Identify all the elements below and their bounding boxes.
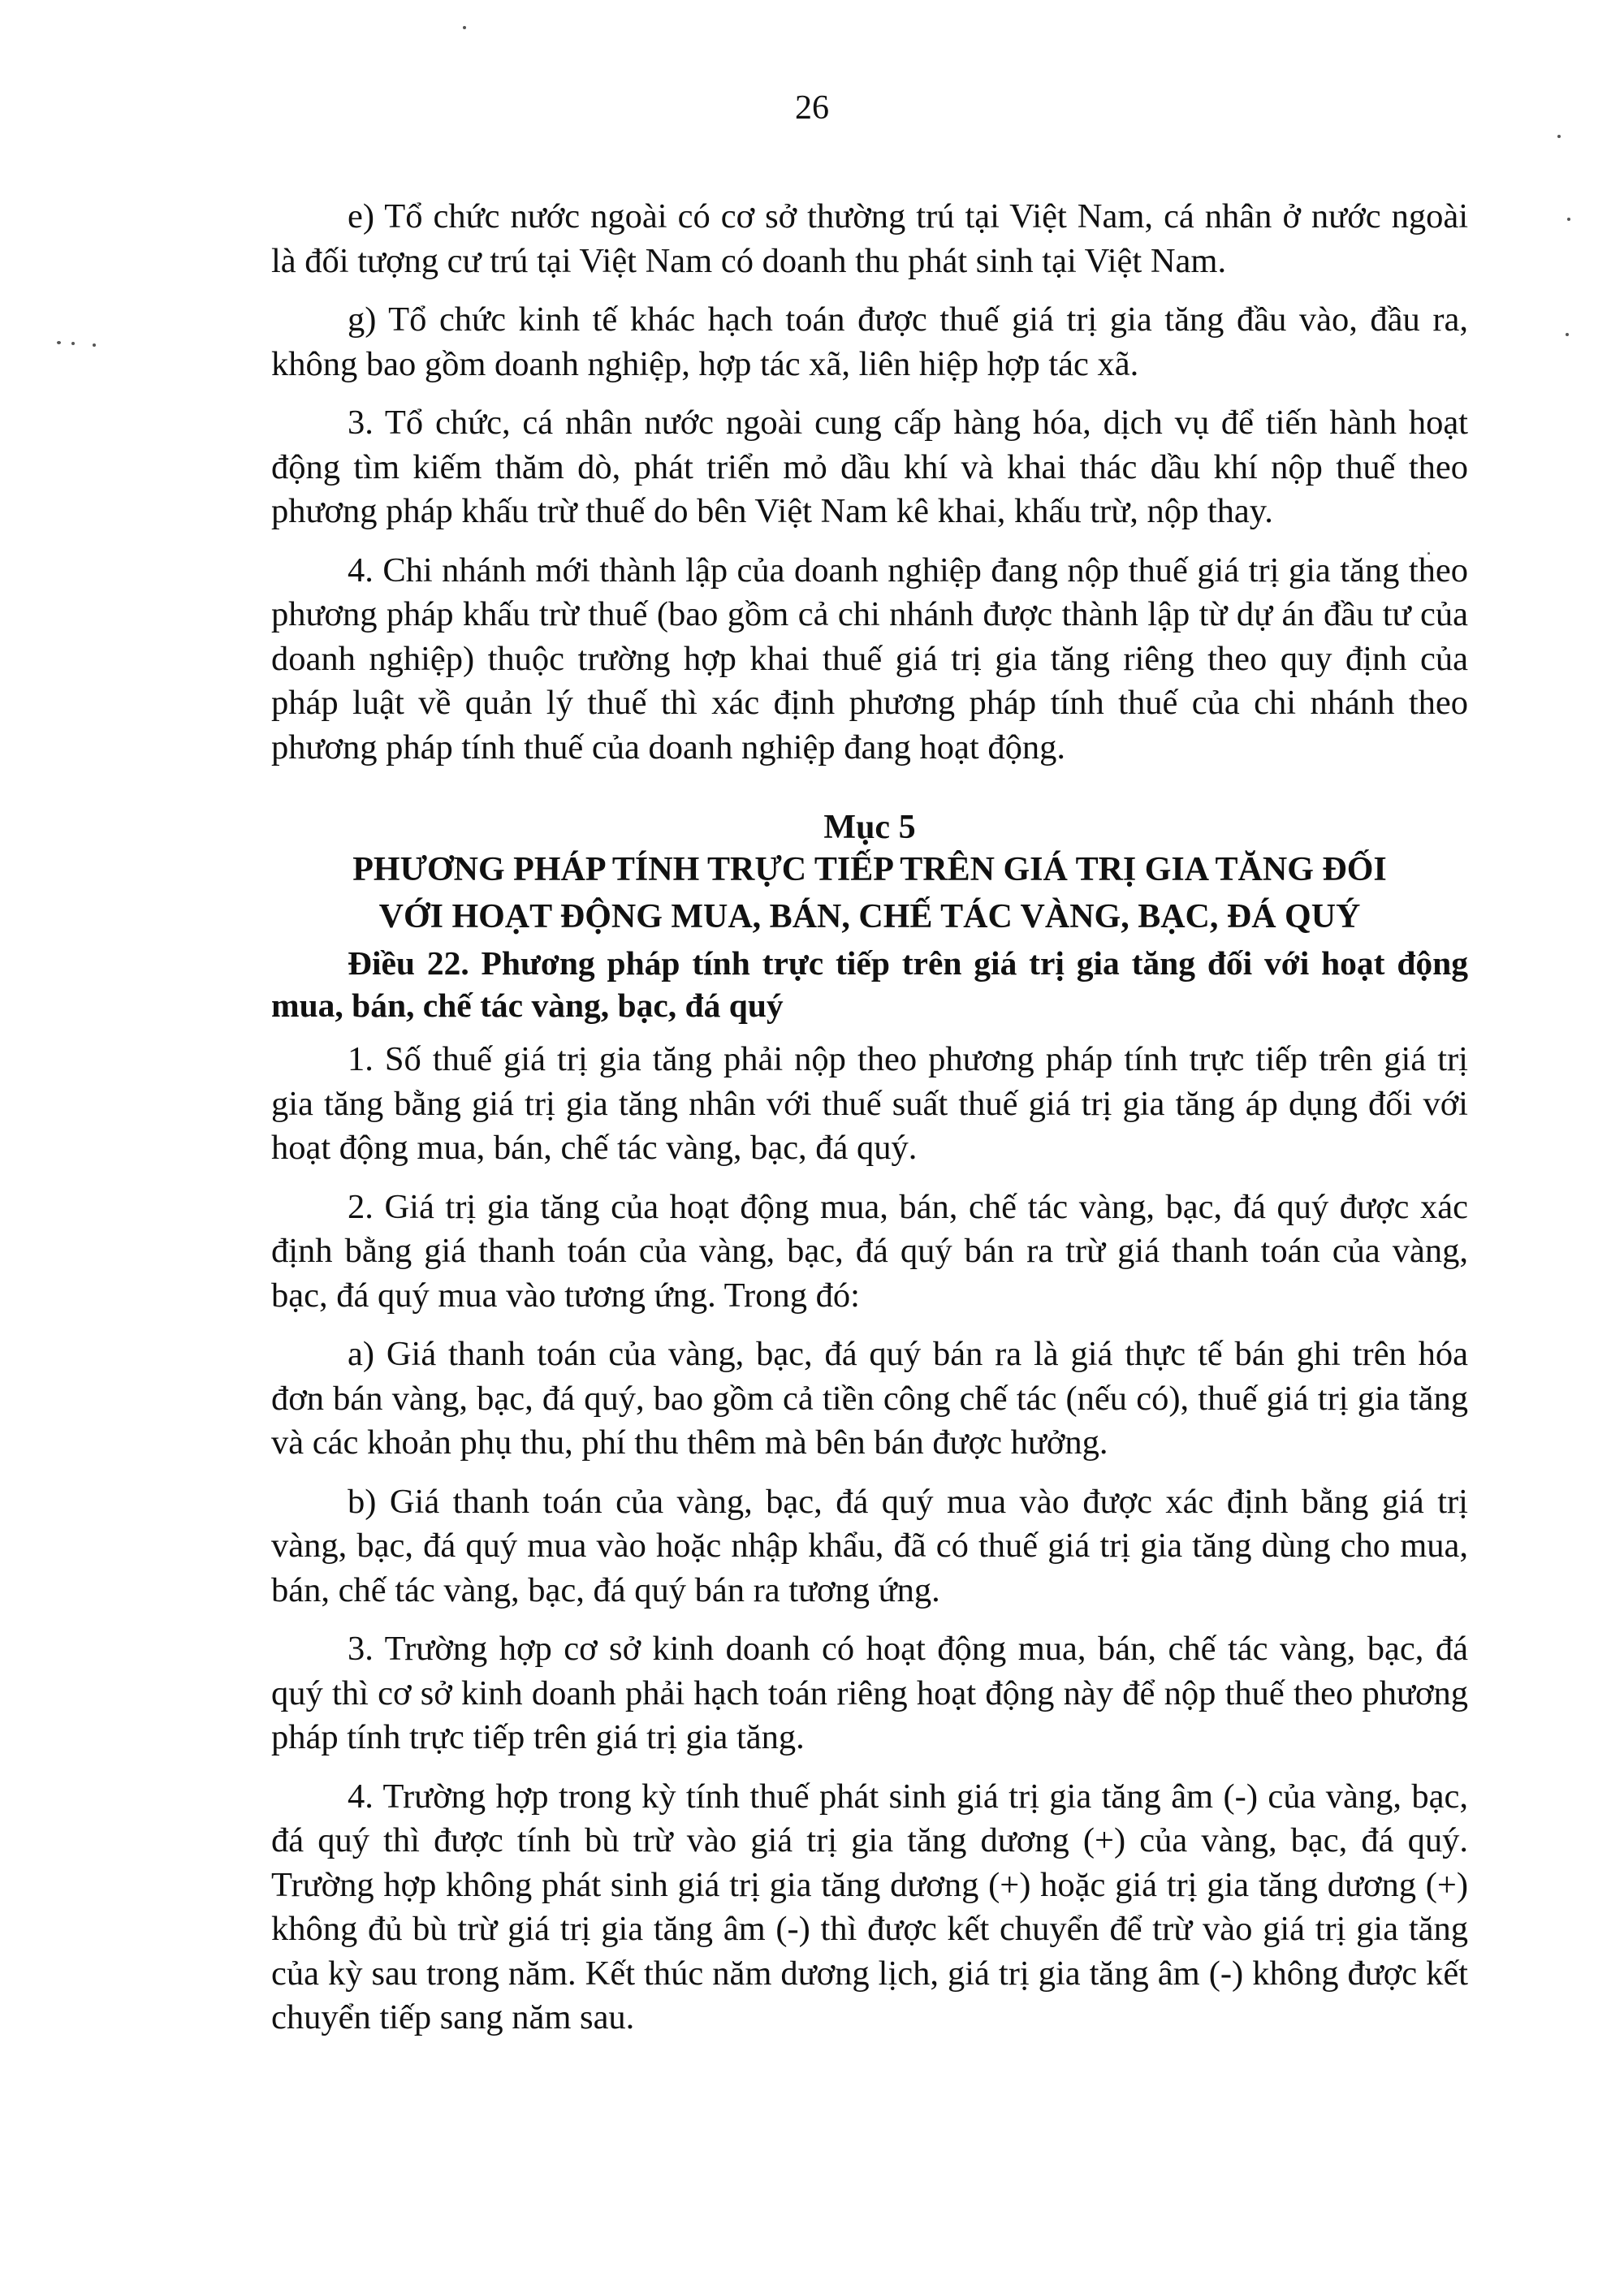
page-number: 26 — [795, 89, 829, 127]
scan-speck — [93, 343, 96, 347]
paragraph: 4. Trường hợp trong kỳ tính thuế phát sinh giá trị gia tăng âm (-) của vàng, bạc, đá quý thì được tính bù trừ vào giá trị gia tăng dương (+) của vàng, bạc, đá quý. Trường hợp không phát sinh giá trị gia tăng dương (+) hoặc giá trị gia tăng dương (+) không đủ bù trừ giá trị gia tăng âm (-) thì được kết chuyển để trừ vào giá trị gia tăng của kỳ sau trong năm. Kết thúc năm dương lịch, giá trị gia tăng âm (-) không được kết chuyển tiếp sang năm sau. — [271, 1777, 1468, 2036]
scan-speck — [1557, 135, 1561, 138]
scan-speck — [71, 342, 75, 345]
scan-speck — [1566, 333, 1569, 336]
paragraph: 2. Giá trị gia tăng của hoạt động mua, bán, chế tác vàng, bạc, đá quý được xác định bằng giá thanh toán của vàng, bạc, đá quý bán ra trừ giá thanh toán của vàng, bạc, đá quý mua vào tương ứng. Trong đó: — [271, 1187, 1468, 1315]
section-label: Mục 5 — [823, 809, 916, 846]
document-body — [271, 195, 1468, 2055]
paragraph: 4. Chi nhánh mới thành lập của doanh nghiệp đang nộp thuế giá trị gia tăng theo phương pháp khấu trừ thuế (bao gồm cả chi nhánh được thành lập từ dự án đầu tư của doanh nghiệp) thuộc trường hợp khai thuế giá trị gia tăng riêng theo quy định của pháp luật về quản lý thuế thì xác định phương pháp tính thuế của chi nhánh theo phương pháp tính thuế của doanh nghiệp đang hoạt động. — [271, 551, 1468, 767]
paragraph: 1. Số thuế giá trị gia tăng phải nộp theo phương pháp tính trực tiếp trên giá trị gia tăng bằng giá trị gia tăng nhân với thuế suất thuế giá trị gia tăng áp dụng đối với hoạt động mua, bán, chế tác vàng, bạc, đá quý. — [271, 1040, 1468, 1167]
paragraph: 3. Trường hợp cơ sở kinh doanh có hoạt động mua, bán, chế tác vàng, bạc, đá quý thì cơ sở kinh doanh phải hạch toán riêng hoạt động này để nộp thuế theo phương pháp tính trực tiếp trên giá trị gia tăng. — [271, 1630, 1468, 1756]
section-title-line: PHƯƠNG PHÁP TÍNH TRỰC TIẾP TRÊN GIÁ TRỊ GIA TĂNG ĐỐI — [352, 851, 1387, 888]
paragraph: b) Giá thanh toán của vàng, bạc, đá quý mua vào được xác định bằng giá trị vàng, bạc, đá quý mua vào hoặc nhập khẩu, đã có thuế giá trị gia tăng dùng cho mua, bán, chế tác vàng, bạc, đá quý bán ra tương ứng. — [271, 1482, 1468, 1609]
paragraph: e) Tổ chức nước ngoài có cơ sở thường trú tại Việt Nam, cá nhân ở nước ngoài là đối tượng cư trú tại Việt Nam có doanh thu phát sinh tại Việt Nam. — [271, 197, 1468, 280]
paragraph: g) Tổ chức kinh tế khác hạch toán được thuế giá trị gia tăng đầu vào, đầu ra, không bao gồm doanh nghiệp, hợp tác xã, liên hiệp hợp tác xã. — [271, 300, 1468, 383]
scan-speck — [463, 26, 466, 29]
paragraph: 3. Tổ chức, cá nhân nước ngoài cung cấp hàng hóa, dịch vụ để tiến hành hoạt động tìm kiếm thăm dò, phát triển mỏ dầu khí và khai thác dầu khí nộp thuế theo phương pháp khấu trừ thuế do bên Việt Nam kê khai, khấu trừ, nộp thay. — [271, 404, 1468, 530]
section-title-line: VỚI HOẠT ĐỘNG MUA, BÁN, CHẾ TÁC VÀNG, BẠC, ĐÁ QUÝ — [378, 898, 1361, 935]
section-heading — [271, 807, 1468, 939]
scan-speck — [57, 341, 61, 344]
scan-speck — [1567, 218, 1570, 221]
paragraph: a) Giá thanh toán của vàng, bạc, đá quý bán ra là giá thực tế bán ghi trên hóa đơn bán vàng, bạc, đá quý, bao gồm cả tiền công chế tác (nếu có), thuế giá trị gia tăng và các khoản phụ thu, phí thu thêm mà bên bán được hưởng. — [271, 1335, 1468, 1462]
article-title: Điều 22. Phương pháp tính trực tiếp trên giá trị gia tăng đối với hoạt động mua, bán, chế tác vàng, bạc, đá quý — [271, 944, 1468, 1024]
